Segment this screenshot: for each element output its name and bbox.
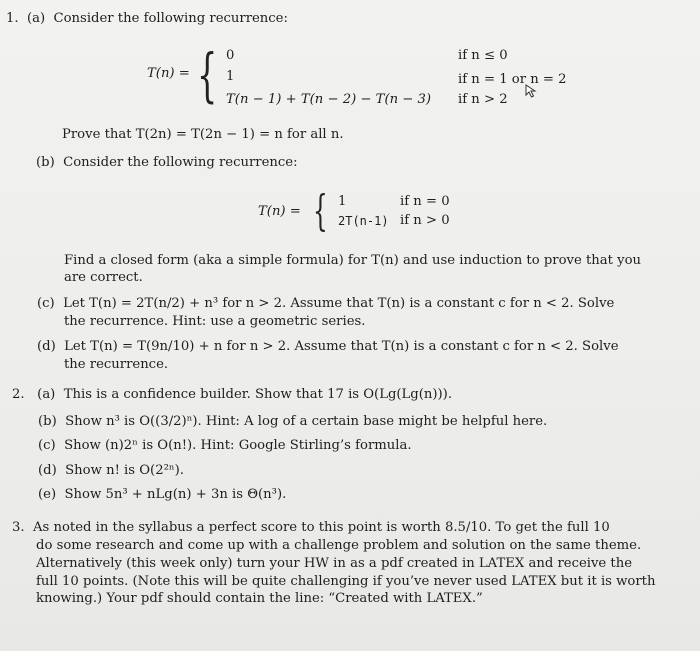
- recurrence-1a-case-1-cond: if n ≤ 0: [458, 48, 508, 63]
- recurrence-1a-case-2-value: 1: [226, 69, 235, 84]
- problem-1-heading: [6, 11, 288, 27]
- problem-3-text-1: As noted in the syllabus a perfect score to this point is worth 8.5/10. To get the full 10: [32, 520, 610, 535]
- problem-3-line-1: [12, 520, 610, 536]
- problem-3-line-4: full 10 points. (Note this will be quite challenging if you’ve never used LATEX but it is worth: [36, 574, 656, 589]
- problem-3-line-2: do some research and come up with a challenge problem and solution on the same theme.: [36, 538, 642, 553]
- problem-1a-prove: Prove that T(2n) = T(2n − 1) = n for all n.: [62, 127, 344, 142]
- mouse-cursor-icon: [525, 84, 539, 98]
- problem-1-number: 1.: [6, 11, 19, 26]
- problem-1d-line-1: [37, 339, 619, 355]
- problem-1b-task-line-1: Find a closed form (aka a simple formula) for T(n) and use induction to prove that you: [64, 253, 642, 268]
- problem-1b-heading: [36, 155, 298, 171]
- problem-2e-label: (e): [38, 487, 57, 502]
- problem-2-number: 2.: [12, 387, 25, 402]
- recurrence-1b-brace: {: [313, 186, 328, 235]
- recurrence-1a-case-3-value: T(n − 1) + T(n − 2) − T(n − 3): [226, 92, 432, 107]
- problem-2a-label: (a): [37, 387, 56, 402]
- problem-3-line-3: Alternatively (this week only) turn your HW in as a pdf created in LATEX and receive the: [36, 556, 633, 571]
- recurrence-1b-case-2-cond: if n > 0: [400, 213, 450, 228]
- problem-1b-intro: Consider the following recurrence:: [63, 155, 298, 170]
- problem-1b-label: (b): [36, 155, 55, 170]
- problem-2c-text: Show (n)2ⁿ is O(n!). Hint: Google Stirling’s formula.: [64, 438, 412, 453]
- problem-2c-label: (c): [38, 438, 56, 453]
- problem-2d-text: Show n! is O(2²ⁿ).: [65, 463, 184, 478]
- recurrence-1a-case-2-cond: if n = 1 or n = 2: [458, 72, 567, 87]
- problem-1b-task-line-2: are correct.: [64, 270, 143, 285]
- problem-2-item-b: [38, 414, 547, 430]
- problem-2a-text: This is a confidence builder. Show that 17 is O(Lg(Lg(n))).: [63, 387, 453, 402]
- problem-1c-text-1: Let T(n) = 2T(n/2) + n³ for n > 2. Assume that T(n) is a constant c for n < 2. Solve: [63, 296, 615, 311]
- recurrence-1a-lhs: T(n) =: [147, 66, 190, 81]
- problem-3-number: 3.: [12, 520, 25, 535]
- problem-1a-label: (a): [26, 11, 46, 26]
- problem-2d-label: (d): [38, 463, 57, 478]
- problem-3-line-5: knowing.) Your pdf should contain the line: “Created with LATEX.”: [36, 591, 483, 606]
- recurrence-1b-lhs: T(n) =: [258, 204, 301, 219]
- problem-2e-text: Show 5n³ + nLg(n) + 3n is Θ(n³).: [64, 487, 287, 502]
- problem-2b-text: Show n³ is O((3/2)ⁿ). Hint: A log of a certain base might be helpful here.: [65, 414, 548, 429]
- recurrence-1b-case-1-value: 1: [338, 194, 347, 209]
- problem-1d-label: (d): [37, 339, 56, 354]
- problem-2b-label: (b): [38, 414, 57, 429]
- recurrence-1a-brace: {: [197, 41, 218, 109]
- recurrence-1b-case-1-cond: if n = 0: [400, 194, 450, 209]
- problem-1c-label: (c): [37, 296, 55, 311]
- problem-1d-text-1: Let T(n) = T(9n/10) + n for n > 2. Assume that T(n) is a constant c for n < 2. Solve: [64, 339, 619, 354]
- problem-2-item-e: [38, 487, 286, 503]
- recurrence-1b-case-2-value: 2T(n-1): [338, 214, 389, 228]
- problem-1c-line-2: the recurrence. Hint: use a geometric series.: [64, 314, 366, 329]
- problem-1a-intro: Consider the following recurrence:: [53, 11, 288, 26]
- problem-2-item-d: [38, 463, 184, 479]
- problem-2-item-c: [38, 438, 412, 454]
- recurrence-1a-case-1-value: 0: [226, 48, 235, 63]
- problem-2-item-a: [12, 387, 452, 403]
- problem-1d-line-2: the recurrence.: [64, 357, 169, 372]
- problem-1c-line-1: [37, 296, 614, 312]
- recurrence-1a-case-3-cond: if n > 2: [458, 92, 508, 107]
